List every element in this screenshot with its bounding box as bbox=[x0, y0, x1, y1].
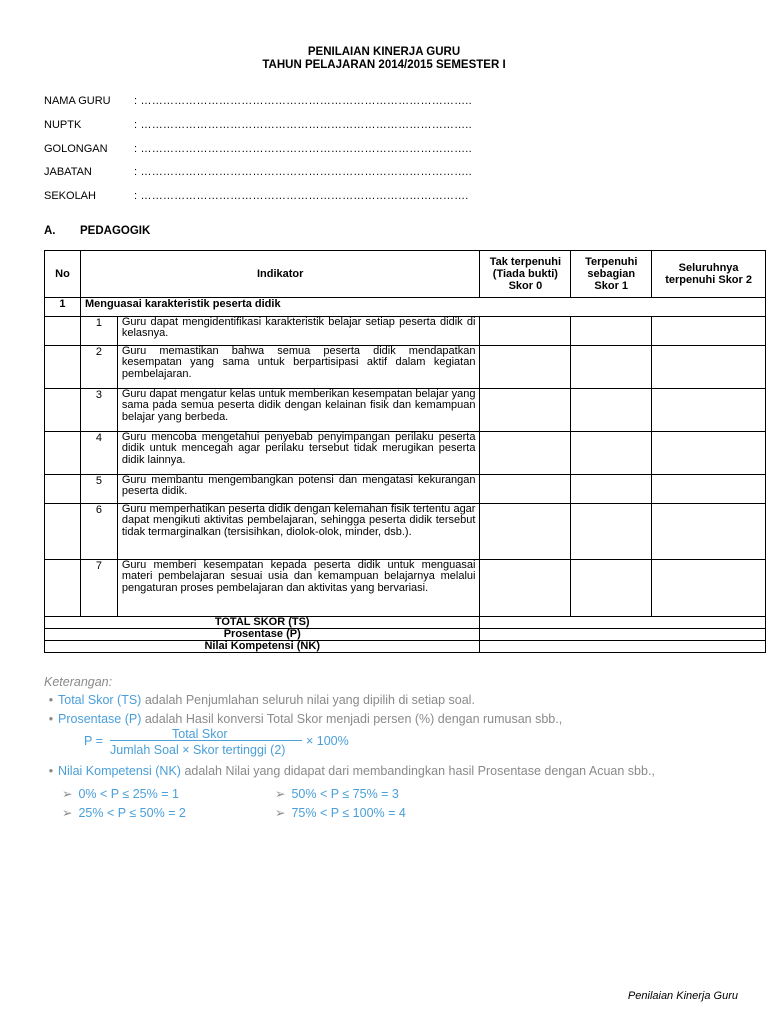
row-number: 1 bbox=[80, 317, 117, 346]
arrow-bullet-icon: ➢ bbox=[275, 806, 286, 820]
total-skor-value[interactable] bbox=[480, 617, 766, 629]
empty-cell bbox=[45, 475, 81, 504]
row-indicator: Guru memastikan bahwa semua peserta didik mendapatkan kesempatan yang sama untuk berpartisipasi aktif dalam kegiatan pembelajaran. bbox=[117, 346, 480, 389]
formula-numerator: Total Skor bbox=[172, 727, 228, 741]
score-1-cell[interactable] bbox=[571, 432, 652, 475]
score-1-cell[interactable] bbox=[571, 560, 652, 617]
score-1-cell[interactable] bbox=[571, 504, 652, 560]
formula-lhs: P = bbox=[84, 734, 103, 748]
row-indicator: Guru dapat mengidentifikasi karakteristik belajar setiap peserta didik di kelasnya. bbox=[117, 317, 480, 346]
field-nuptk bbox=[44, 119, 472, 133]
range-text: 75% < P ≤ 100% = 4 bbox=[291, 806, 406, 820]
keterangan-desc: adalah Nilai yang didapat dari membandingkan hasil Prosentase dengan Acuan sbb., bbox=[180, 764, 655, 778]
row-number: 7 bbox=[80, 560, 117, 617]
table-row bbox=[45, 560, 766, 617]
formula-denominator: Jumlah Soal × Skor tertinggi (2) bbox=[110, 743, 286, 757]
keterangan-item bbox=[44, 764, 655, 778]
field-label: NUPTK bbox=[44, 119, 82, 131]
field-jabatan bbox=[44, 166, 472, 180]
score-0-cell[interactable] bbox=[480, 560, 571, 617]
arrow-bullet-icon: ➢ bbox=[62, 787, 73, 801]
fraction-bar bbox=[110, 740, 302, 741]
arrow-bullet-icon: ➢ bbox=[62, 806, 73, 820]
table-row bbox=[45, 389, 766, 432]
section-number: A. bbox=[44, 225, 56, 237]
row-indicator: Guru dapat mengatur kelas untuk memberikan kesempatan belajar yang sama pada semua peserta didik dengan kelainan fisik dan kemampuan belajar yang berbeda. bbox=[117, 389, 480, 432]
row-number: 3 bbox=[80, 389, 117, 432]
table-row bbox=[45, 346, 766, 389]
score-2-cell[interactable] bbox=[652, 389, 766, 432]
score-0-cell[interactable] bbox=[480, 504, 571, 560]
score-0-cell[interactable] bbox=[480, 389, 571, 432]
formula-suffix: × 100% bbox=[306, 734, 349, 748]
empty-cell bbox=[45, 346, 81, 389]
score-2-cell[interactable] bbox=[652, 346, 766, 389]
field-label: SEKOLAH bbox=[44, 190, 96, 202]
keterangan-desc: adalah Penjumlahan seluruh nilai yang dipilih di setiap soal. bbox=[141, 693, 475, 707]
keterangan-term: Prosentase (P) bbox=[58, 712, 142, 726]
field-label: GOLONGAN bbox=[44, 143, 108, 155]
nilai-kompetensi-value[interactable] bbox=[480, 641, 766, 653]
keterangan-item bbox=[44, 712, 562, 726]
empty-cell bbox=[45, 560, 81, 617]
row-number: 2 bbox=[80, 346, 117, 389]
score-2-cell[interactable] bbox=[652, 504, 766, 560]
score-2-cell[interactable] bbox=[652, 475, 766, 504]
doc-title: PENILAIAN KINERJA GURU bbox=[307, 46, 461, 58]
row-number: 5 bbox=[80, 475, 117, 504]
field-dots: : …………………………………………………………………………….. bbox=[134, 119, 472, 131]
group-title: Menguasai karakteristik peserta didik bbox=[80, 298, 765, 317]
header-skor-0: Tak terpenuhi (Tiada bukti) Skor 0 bbox=[480, 251, 571, 298]
row-number: 6 bbox=[80, 504, 117, 560]
score-0-cell[interactable] bbox=[480, 475, 571, 504]
table-row bbox=[45, 317, 766, 346]
group-row bbox=[45, 298, 766, 317]
empty-cell bbox=[45, 317, 81, 346]
row-indicator: Guru membantu mengembangkan potensi dan mengatasi kekurangan peserta didik. bbox=[117, 475, 480, 504]
field-label: JABATAN bbox=[44, 166, 92, 178]
total-skor-label: TOTAL SKOR (TS) bbox=[45, 617, 480, 629]
prosentase-value[interactable] bbox=[480, 629, 766, 641]
range-item bbox=[62, 786, 179, 801]
row-indicator: Guru memperhatikan peserta didik dengan kelemahan fisik tertentu agar dapat mengikuti aktivitas pembelajaran, sehingga peserta didik tersebut tidak termarginalkan (tersisihkan, diolok-olok, minder, dsb.). bbox=[117, 504, 480, 560]
keterangan-term: Nilai Kompetensi (NK) bbox=[58, 764, 181, 778]
field-golongan bbox=[44, 143, 472, 157]
group-number: 1 bbox=[45, 298, 81, 317]
field-nama-guru bbox=[44, 95, 472, 109]
header-no: No bbox=[45, 251, 81, 298]
row-indicator: Guru mencoba mengetahui penyebab penyimpangan perilaku peserta didik untuk mencegah agar perilaku tersebut tidak merugikan peserta didik lainnya. bbox=[117, 432, 480, 475]
prosentase-row bbox=[45, 629, 766, 641]
range-item bbox=[275, 805, 406, 820]
arrow-bullet-icon: ➢ bbox=[275, 787, 286, 801]
score-1-cell[interactable] bbox=[571, 389, 652, 432]
section-heading bbox=[44, 225, 150, 237]
row-indicator: Guru memberi kesempatan kepada peserta didik untuk menguasai materi pembelajaran sesuai usia dan kemampuan belajarnya melalui pengaturan proses pembelajaran dan aktivitas yang bervariasi. bbox=[117, 560, 480, 617]
field-dots: : …………………………………………………………………………….. bbox=[134, 143, 472, 155]
score-0-cell[interactable] bbox=[480, 346, 571, 389]
bullet-icon: • bbox=[48, 764, 54, 778]
field-dots: : ……………………………………………………………………………. bbox=[134, 190, 469, 202]
range-text: 50% < P ≤ 75% = 3 bbox=[291, 787, 399, 801]
bullet-icon: • bbox=[48, 712, 54, 726]
section-title: PEDAGOGIK bbox=[80, 225, 151, 237]
empty-cell bbox=[45, 432, 81, 475]
range-text: 25% < P ≤ 50% = 2 bbox=[78, 806, 186, 820]
score-1-cell[interactable] bbox=[571, 317, 652, 346]
bullet-icon: • bbox=[48, 693, 54, 707]
row-number: 4 bbox=[80, 432, 117, 475]
header-indikator: Indikator bbox=[80, 251, 480, 298]
table-row bbox=[45, 475, 766, 504]
score-1-cell[interactable] bbox=[571, 346, 652, 389]
empty-cell bbox=[45, 504, 81, 560]
total-row bbox=[45, 617, 766, 629]
keterangan-desc: adalah Hasil konversi Total Skor menjadi persen (%) dengan rumusan sbb., bbox=[141, 712, 563, 726]
keterangan-item bbox=[44, 693, 475, 707]
range-text: 0% < P ≤ 25% = 1 bbox=[78, 787, 179, 801]
score-2-cell[interactable] bbox=[652, 432, 766, 475]
header-skor-1: Terpenuhi sebagian Skor 1 bbox=[571, 251, 652, 298]
keterangan-title: Keterangan: bbox=[44, 675, 113, 689]
field-sekolah bbox=[44, 190, 469, 204]
empty-cell bbox=[45, 389, 81, 432]
table-header-row bbox=[45, 251, 766, 298]
score-1-cell[interactable] bbox=[571, 475, 652, 504]
doc-subtitle: TAHUN PELAJARAN 2014/2015 SEMESTER I bbox=[262, 59, 506, 71]
field-dots: : …………………………………………………………………………….. bbox=[134, 166, 472, 178]
page-footer: Penilaian Kinerja Guru bbox=[627, 990, 738, 1002]
keterangan-term: Total Skor (TS) bbox=[58, 693, 142, 707]
score-0-cell[interactable] bbox=[480, 317, 571, 346]
score-2-cell[interactable] bbox=[652, 317, 766, 346]
range-item bbox=[62, 805, 186, 820]
table-row bbox=[45, 432, 766, 475]
field-label: NAMA GURU bbox=[44, 95, 111, 107]
score-0-cell[interactable] bbox=[480, 432, 571, 475]
nilai-kompetensi-label: Nilai Kompetensi (NK) bbox=[45, 641, 480, 653]
nilai-kompetensi-row bbox=[45, 641, 766, 653]
score-2-cell[interactable] bbox=[652, 560, 766, 617]
field-dots: : …………………………………………………………………………….. bbox=[134, 95, 472, 107]
header-skor-2: Seluruhnya terpenuhi Skor 2 bbox=[652, 251, 766, 298]
prosentase-label: Prosentase (P) bbox=[45, 629, 480, 641]
range-item bbox=[275, 786, 399, 801]
assessment-table bbox=[44, 250, 766, 653]
table-row bbox=[45, 504, 766, 560]
